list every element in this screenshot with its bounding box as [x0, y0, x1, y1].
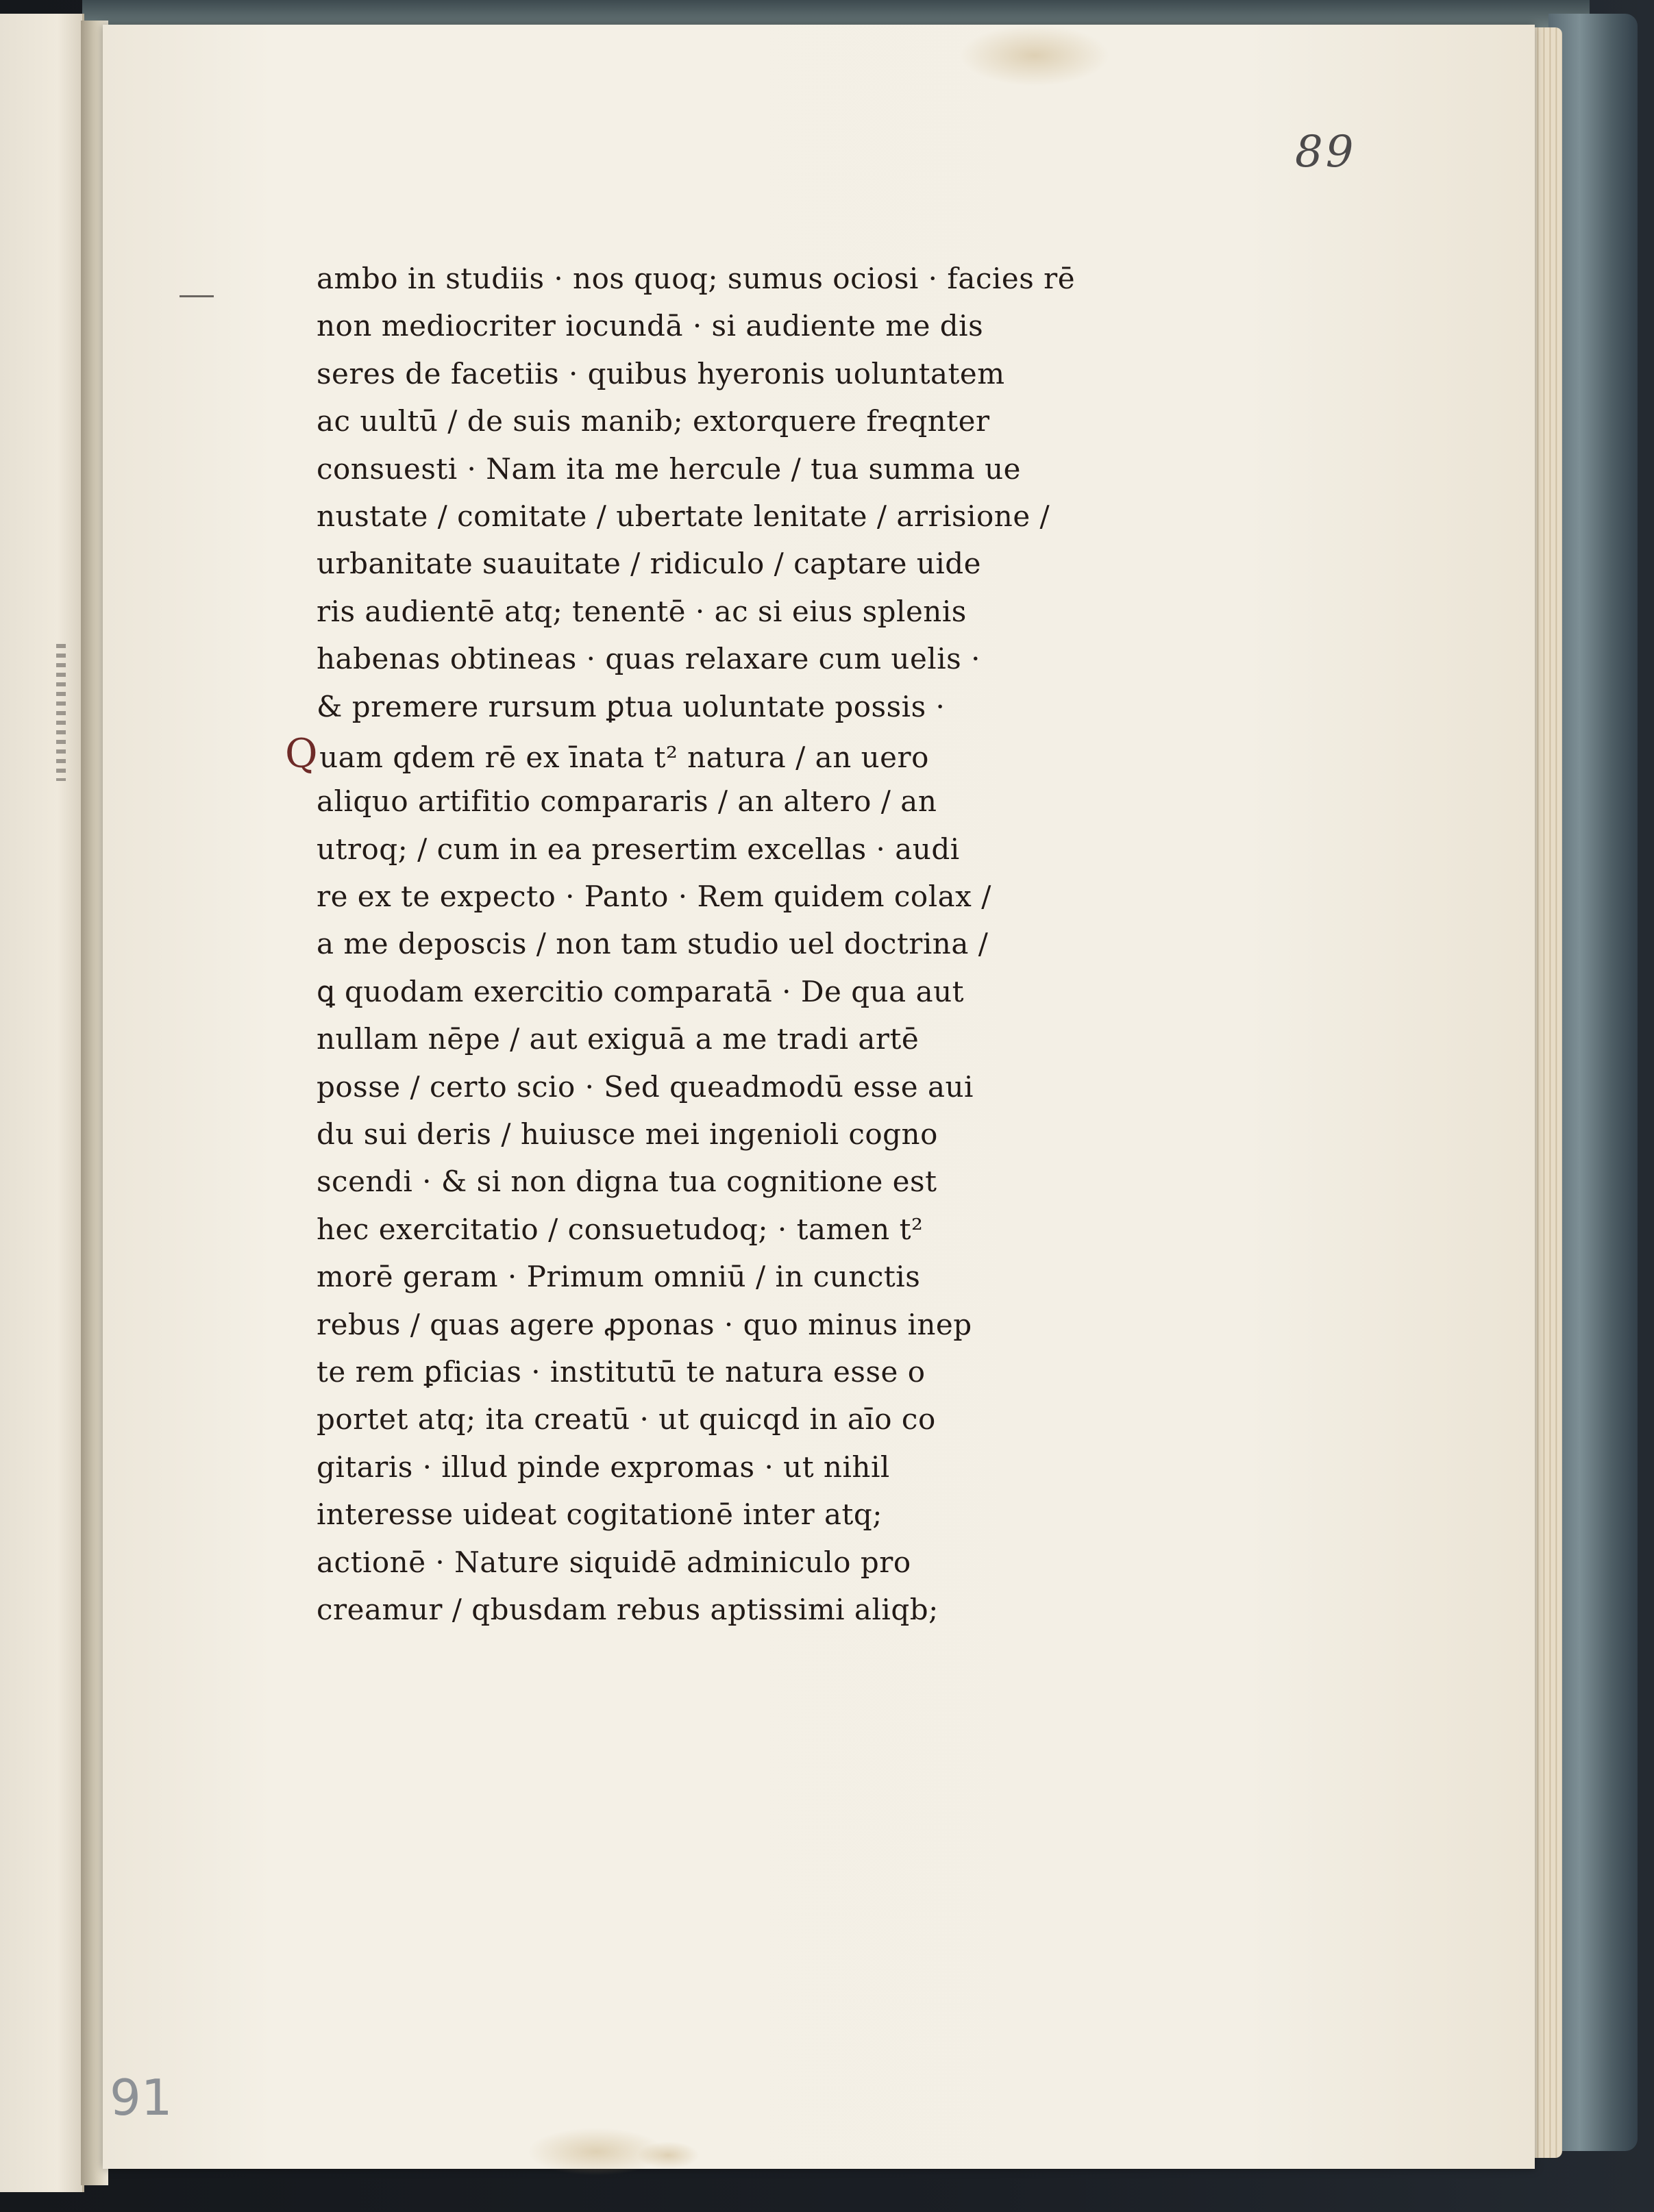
text-line: [317, 445, 1207, 493]
text-line-content: consuesti · Nam ita me hercule / tua summa ue: [317, 451, 1021, 486]
text-line: [317, 397, 1207, 445]
text-line-content: re ex te expecto · Panto · Rem quidem colax /: [317, 880, 991, 914]
book-top-edge: [82, 0, 1590, 27]
text-line-content: ambo in studiis · nos quoq; sumus ociosi · facies rē: [317, 262, 1076, 295]
text-line: [317, 968, 1207, 1015]
text-line-content: du sui deris / huiusce mei ingenioli cogno: [317, 1117, 938, 1152]
text-line: [317, 1158, 1207, 1205]
text-line: [317, 1443, 1207, 1491]
text-line: [317, 588, 1207, 635]
text-line: [317, 1015, 1207, 1062]
text-line-content: & premere rursum ꝑtua uoluntate possis ·: [317, 689, 946, 723]
text-line: [317, 302, 1207, 349]
page-stain: [959, 25, 1110, 86]
text-line-content: utroq; / cum in ea presertim excellas · audi: [317, 832, 960, 866]
text-line-content: aliquo artifitio compararis / an altero / an: [317, 784, 937, 819]
decorated-initial: Q: [285, 730, 319, 777]
text-line-content: creamur / qbusdam rebus aptissimi aliqb;: [317, 1592, 939, 1626]
text-line-content: ac uultū / de suis manib; extorquere freqnter: [317, 404, 990, 438]
lower-folio-number: 91: [110, 2069, 173, 2126]
text-line: [317, 1206, 1207, 1253]
text-line: [317, 255, 1207, 302]
text-line-content: seres de facetiis · quibus hyeronis uoluntatem: [317, 356, 1005, 390]
text-line: [317, 350, 1207, 397]
text-line: [317, 683, 1207, 730]
text-line: [317, 778, 1207, 825]
text-line: [317, 920, 1207, 967]
text-line: [317, 1586, 1207, 1633]
text-line-content: rebus / quas agere ꝓponas · quo minus inep: [317, 1307, 972, 1341]
text-line-content: actionē · Nature siquidē adminiculo pro: [317, 1545, 911, 1579]
text-line-content: portet atq; ita creatū · ut quicqd in aīo co: [317, 1402, 936, 1437]
text-line-content: ris audientē atq; tenentē · ac si eius splenis: [317, 594, 967, 628]
margin-dash: [180, 295, 214, 297]
text-line: [317, 873, 1207, 920]
text-line-content: scendi · & si non digna tua cognitione est: [317, 1165, 937, 1199]
text-line-content: urbanitate suauitate / ridiculo / captare uide: [317, 547, 982, 581]
text-line-content: morē geram · Primum omniū / in cunctis: [317, 1260, 921, 1294]
margin-note-scribble: [56, 644, 66, 781]
text-line: [317, 1491, 1207, 1538]
facing-leaf: [0, 14, 84, 2192]
text-line: [317, 825, 1207, 873]
text-line: [317, 1110, 1207, 1158]
text-line: [317, 1253, 1207, 1300]
text-line: [317, 1348, 1207, 1395]
text-line-content: habenas obtineas · quas relaxare cum uelis ·: [317, 642, 980, 676]
page-stain: [637, 2141, 699, 2169]
text-line-content: hec exercitatio / consuetudoq; · tamen t²: [317, 1212, 924, 1246]
text-line-content: ꝗ quodam exercitio comparatā · De qua aut: [317, 974, 965, 1008]
text-line-content: a me deposcis / non tam studio uel doctrina /: [317, 927, 989, 961]
text-line-content: uam qdem rē ex īnata t² natura / an uero: [319, 740, 929, 774]
text-line-content: non mediocriter iocundā · si audiente me dis: [317, 309, 984, 343]
manuscript-text-block: [285, 255, 1207, 1633]
text-line-content: interesse uideat cogitationē inter atq;: [317, 1498, 882, 1532]
text-line: [317, 493, 1207, 540]
text-line: [317, 1063, 1207, 1110]
text-line-content: nustate / comitate / ubertate lenitate / arrisione /: [317, 499, 1050, 533]
text-line: [317, 635, 1207, 682]
text-line-content: nullam nēpe / aut exiguā a me tradi artē: [317, 1022, 919, 1056]
text-line: [317, 540, 1207, 587]
text-line: [317, 1539, 1207, 1586]
text-line-content: gitaris · illud pinde expromas · ut nihil: [317, 1450, 890, 1484]
text-line: [317, 1395, 1207, 1443]
text-line-content: te rem ꝑficias · institutū te natura esse o: [317, 1354, 926, 1389]
text-line: [285, 730, 1207, 778]
text-line: [317, 1301, 1207, 1348]
text-line-content: posse / certo scio · Sed queadmodū esse aui: [317, 1069, 974, 1104]
folio-number: 89: [1295, 127, 1357, 177]
